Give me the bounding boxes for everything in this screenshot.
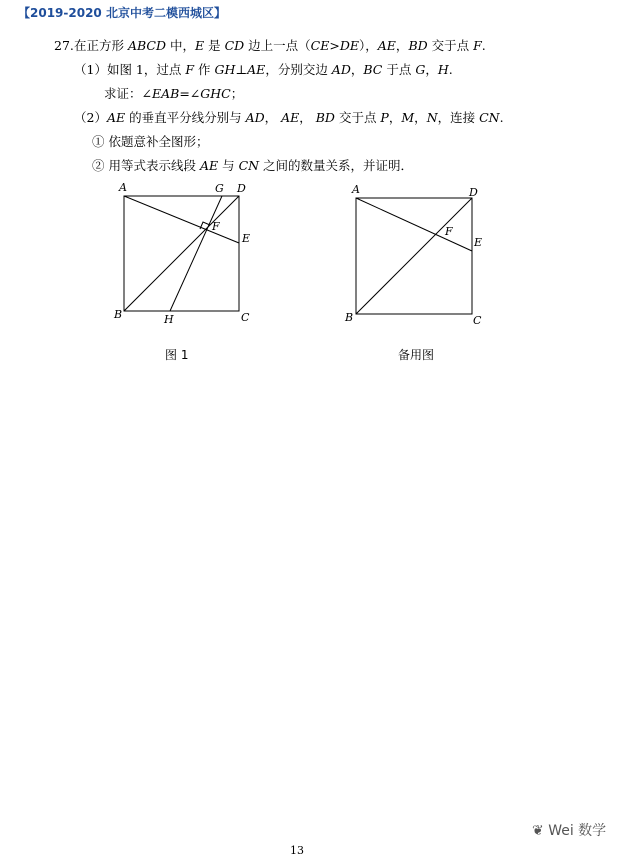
text-run: 中，	[166, 38, 195, 53]
text-run: F	[473, 38, 482, 53]
text-run: E	[195, 38, 205, 53]
text-run: EAB	[151, 86, 180, 101]
text-run: F	[185, 62, 195, 77]
text-run: .	[481, 38, 486, 53]
text-run: .	[448, 62, 453, 77]
label-f: F	[212, 220, 220, 233]
problem-number: 27.	[54, 38, 74, 53]
segment-bd	[124, 196, 239, 311]
text-run: 边上一点（	[244, 38, 311, 53]
text-run: M	[401, 110, 415, 125]
text-run: ），	[359, 38, 378, 53]
watermark-text: Wei 数学	[548, 823, 607, 839]
segment-ae-backup	[356, 198, 472, 251]
label-c: C	[241, 311, 250, 324]
label-d: D	[237, 182, 246, 195]
label-g: G	[215, 182, 224, 195]
text-run: CN	[238, 158, 260, 173]
text-run: P	[380, 110, 389, 125]
text-run: BD	[408, 38, 428, 53]
text-run: 之间的数量关系，并证明．	[259, 158, 414, 173]
part2-sub2	[92, 158, 413, 174]
text-run: ，	[388, 110, 402, 125]
text-run: 是	[204, 38, 225, 53]
text-run: 交于点	[427, 38, 474, 53]
problem-stem	[74, 38, 486, 54]
text-run: （2）	[74, 110, 107, 125]
part1-text	[74, 62, 453, 78]
page-number: 13	[290, 844, 304, 857]
text-run: ，	[395, 38, 409, 53]
label-a-backup: A	[352, 183, 360, 196]
text-run: ，分别交边	[265, 62, 332, 77]
segment-ae	[124, 196, 239, 243]
label-c-backup: C	[473, 314, 482, 327]
figure-backup-caption: 备用图	[398, 348, 435, 362]
text-run: 与	[218, 158, 239, 173]
part1-prove	[104, 86, 243, 102]
text-run: ① 依题意补全图形；	[92, 134, 209, 149]
label-h: H	[164, 313, 174, 326]
text-run: BC	[363, 62, 383, 77]
text-run: ，连接	[437, 110, 480, 125]
label-b-backup: B	[345, 311, 354, 324]
text-run: 作	[194, 62, 215, 77]
figure-1	[100, 176, 270, 336]
text-run: GHC	[200, 86, 231, 101]
segment-gh	[170, 196, 222, 311]
text-run: CE	[310, 38, 330, 53]
text-run: H	[437, 62, 449, 77]
text-run: 交于点	[334, 110, 381, 125]
text-run: BD	[315, 110, 335, 125]
text-run: 在正方形	[74, 38, 128, 53]
figure-1-caption: 图 1	[165, 348, 189, 362]
text-run: ABCD	[127, 38, 167, 53]
text-run: .	[499, 110, 504, 125]
text-run: ，	[425, 62, 438, 77]
label-f-backup: F	[445, 225, 453, 238]
text-run: ，	[414, 110, 427, 125]
text-run: AD	[245, 110, 265, 125]
text-run: （1）如图 1，过点	[74, 62, 186, 77]
text-run: ② 用等式表示线段	[92, 158, 200, 173]
text-run: GH	[214, 62, 236, 77]
text-run: CD	[224, 38, 245, 53]
text-run: ；	[230, 86, 244, 101]
figure-backup	[334, 178, 504, 338]
watermark	[532, 820, 606, 840]
part2-sub1	[92, 134, 208, 150]
text-run: AE	[106, 110, 126, 125]
header-tag: 【2019-2020 北京中考二模西城区】	[18, 6, 226, 20]
text-run: >	[329, 38, 340, 53]
text-run: G	[415, 62, 426, 77]
text-run: AE	[199, 158, 219, 173]
text-run: 的垂直平分线分别与	[125, 110, 246, 125]
label-a: A	[119, 181, 127, 194]
text-run: AE	[281, 110, 300, 125]
text-run: 求证：∠	[104, 86, 152, 101]
text-run: =∠	[179, 86, 201, 101]
text-run: ⊥	[235, 62, 248, 77]
label-e: E	[242, 232, 251, 245]
part2-text	[74, 110, 504, 126]
text-run: ，	[299, 110, 316, 125]
text-run: AE	[377, 38, 396, 53]
label-b: B	[114, 308, 123, 321]
text-run: CN	[479, 110, 500, 125]
text-run: DE	[339, 38, 359, 53]
text-run: ，	[264, 110, 282, 125]
label-d-backup: D	[469, 186, 478, 199]
text-run: AD	[331, 62, 351, 77]
wechat-icon: ❦	[532, 823, 544, 839]
text-run: ，	[350, 62, 364, 77]
text-run: N	[426, 110, 438, 125]
segment-bd-backup	[356, 198, 472, 314]
text-run: 于点	[382, 62, 416, 77]
text-run: AE	[247, 62, 266, 77]
label-e-backup: E	[474, 236, 483, 249]
